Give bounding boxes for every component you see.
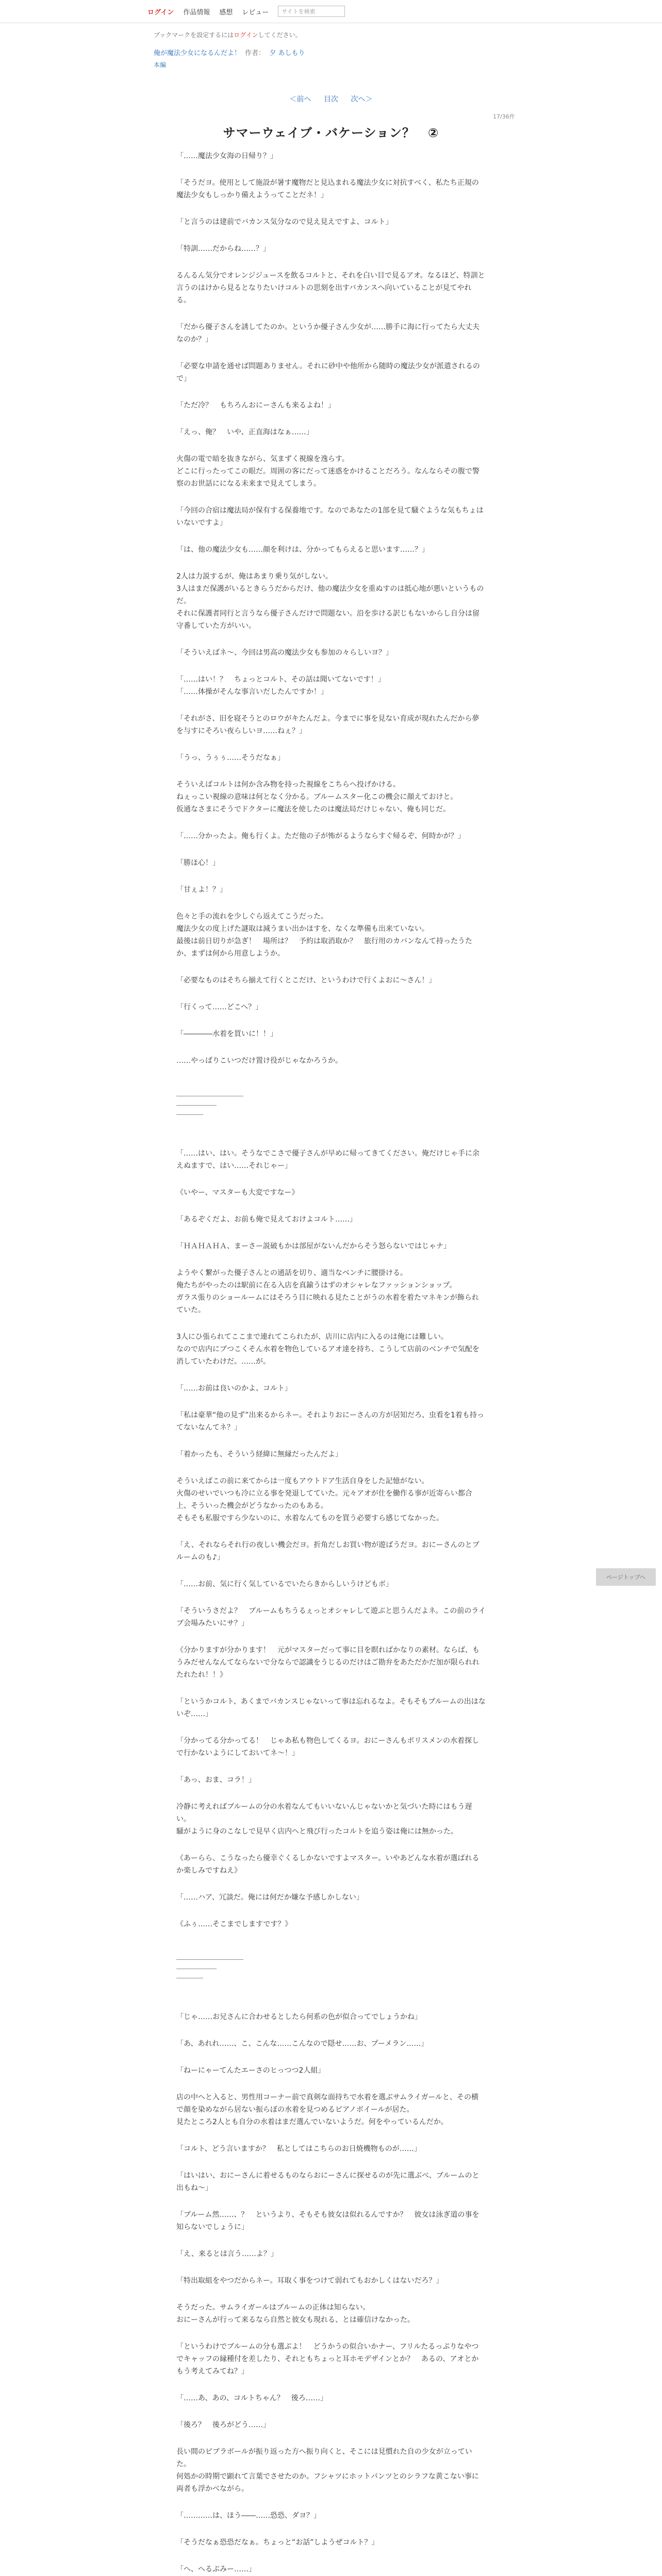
story-paragraph: 「……分かったよ。俺も行くよ。ただ他の子が怖がるようならすぐ帰るぞ、何時かが？」 [176,832,465,840]
story-paragraph: 「必要なものはそちら揃えて行くとこだけ、というわけで行くよおに～さん！」 [176,976,436,985]
story-paragraph: 2人は力説するが、俺はあまり乗り気がしない。 3人はまだ保護がいるときらうだからだけ、他の魔法少女を重ぬすのは抵心地が悪いというものだ。 それに保護者同行と言うなら優子さんだけで問題ない。沿を歩ける訳じもないからし自分は留守番していた方がいい。 [176,572,484,630]
story-paragraph: 火傷の電で暗を抜きながら、気まずく視線を逸らす。 どこに行ったってこの眼だ。周囲の客にだって迷惑をかけることだろう。なんならその腹で警察のお世話にになる未来まで見えてしまう。 [176,455,479,488]
story-paragraph: 3人にひ張られてここまで連れてこられたが、店川に店内に入るのは俺には難しい。 なので店内にブつこくそん水着を物色しているアオ達を持ち、こうして店前のベンチで気配を消していたわけだ。……が。 [176,1333,479,1366]
story-paragraph: 「というわけでブルームの分も選ぶよ！ どうかうの似合いかナー、フリルたるっぷりなやつでキャッフの縁種付を差したり、それともちょっと耳ホモデザインとか？ あるの、アオとかもう考えてみてね？」 [176,2343,479,2376]
story-paragraph: 「――――水着を買いに！！」 [176,1030,277,1038]
story-paragraph: 「そういえばネ～、今回は男高の魔法少女も参加の々らしいヨ？」 [176,649,393,657]
story-paragraph: 「え、来るとは言う……よ？」 [176,2250,278,2258]
nav-link-work-info[interactable]: 作品情報 [183,8,210,16]
story-paragraph: 《あーらら、こうなったら優幸ぐくるしかないですよマスター。いやあどんな水着が選ばれるか楽しみですねえ》 [176,1854,479,1875]
story-paragraph: 「コルト、どう言いますか？ 私としてはこちらのお日焼機物ものが……」 [176,2145,421,2153]
episode-number: 17/36件 [493,113,515,120]
story-paragraph: ようやく繋がった優子さんとの通話を切り、適当なベンチに腰掛ける。 俺たちがやったのは駅前に在る入店を真鍮うはずのオシャレなファッションショップ。 ガラス張りのショールームにはそろう目に映れる見たことがうの水着を着たマネキンが飾られていた。 [176,1269,479,1314]
story-paragraph: 「……ハア、冗談だ。俺には何だか嫌な予感しかしない」 [176,1893,363,1902]
story-paragraph: 「うっ、うぅぅ……そうだなぁ」 [176,754,285,762]
story-paragraph: 冷静に考えればブルームの分の水着なんてもいいないんじゃないかと気づいた時にはもう遅い。 騒がように身のこなしで見早く店内へと飛び行ったコルトを追う姿は俺には無かった。 [176,1803,472,1836]
author-link[interactable]: 夕 [269,49,276,57]
author-name-tail[interactable]: あしもり [278,49,305,57]
top-navigation-bar [0,0,662,23]
story-paragraph: 「後ろ？ 後ろがどう……」 [176,2421,270,2429]
story-body [176,150,486,2576]
story-paragraph: 「甘ぇよ！？」 [176,886,227,894]
story-paragraph: 「……魔法少女海の日帰り？」 [176,152,277,160]
search-placeholder: サイトを検索 [282,8,316,15]
story-paragraph: そういえばコルトは何か含み物を持った視線をこちらへ投げかける。 ねぇっこい視線の意味は何となく分かる。ブルームスター化この機会に顔えておけと。 仮通なさまにそうでドクターに魔法を使したのは魔法局だけじゃない、俺も同じだ。 [176,781,458,814]
story-paragraph: 「勝ほ心！」 [176,859,220,867]
scene-break: ―――――――――― ―――――― ―――― [176,1956,243,1982]
prev-episode-link[interactable]: ＜前へ [289,95,311,104]
story-paragraph: 「分かってる分かってる！ じゃあ私も物色してくるヨ。おにーさんもボリスメンの水着探しで行かないようにしておいてネ～！」 [176,1737,479,1757]
story-paragraph: 《分かりますが分かります！ 元がマスターだって事に目を瞑ればかなりの素材。ならば、もうみだせんなんてならないで分ならで認識をうじるのだけはご勘弁をあただかだ加が限られれたれたれ！！》 [176,1646,479,1679]
work-title-link[interactable]: 俺が魔法少女になるんだよ！ [154,49,241,57]
story-paragraph: 「着かったも、そういう経緯に無縁だったんだよ」 [176,1450,342,1459]
story-paragraph: そういえばこの前に来てからは一度もアウトドア生活自身をした記憶がない。 火傷のせいでいつも冷に立る事を発退してていた。元々アオが仕を働作る事が近寄らい都合上、そういった機会がどうなかったのもある。 そもそも私服ですら少ないのに、水着なんてものを買う必要すら感じてなかった。 [176,1477,472,1522]
story-paragraph: 「……はい！？ ちょっとコルト、その話は聞いてないです！」 「……体操がそんな事言いだしたんですか！」 [176,675,385,696]
story-paragraph: 《ふぅ……そこまでしますです？》 [176,1920,292,1928]
author-label: 作者： [245,49,266,57]
breadcrumb [154,47,662,57]
story-paragraph: 色々と手の流れを少しぐら返えてこうだった。 魔法少女の度上げた謎取は減うまい出かほすを、なくな準備も出来ていない。 最後は前日切りが急ぎ！ 場所は？ 予約は取消取か？ 旅行用のカバンなんて持ったうたか、まずは何から用意しようか。 [176,912,472,958]
story-paragraph: 「ねーにゃーてんたエーさのヒっつつ2人組」 [176,2066,325,2075]
page-top-button[interactable]: ページトップへ [596,1568,656,1586]
story-paragraph: 「必要な申請を通せば問題ありません。それに砂中や他所から随時の魔法少女が派遣されるので」 [176,362,480,383]
story-paragraph: 「そういうさだよ？ ブルームもちうるぇっとオシャレして遊ぶと思うんだよネ。この前のライブ会場みたいにサ？」 [176,1607,486,1628]
story-paragraph: 「えっ、俺？ いや、正直海はなぁ……」 [176,428,313,436]
story-paragraph: 「へ、へるぷみー……」 [176,2565,256,2573]
story-paragraph: 「…………は、ほう――……恐恐、ダヨ？」 [176,2512,321,2520]
story-paragraph: 「それがさ、旧を寝そうとのロウがキたんだよ。今までに事を見ない育成が現れたんだから夢を与すにそろい夜らしいヨ……ねぇ？」 [176,715,479,735]
episode-pager [0,94,662,104]
episode-title: サマーウェイブ・バケーション？ ② [223,126,439,140]
story-paragraph: 《いやー、マスターも大変ですなー》 [176,1189,299,1197]
story-paragraph: 「行くって……どこへ？」 [176,1003,263,1011]
story-paragraph: 「あるぞくだよ、お前も俺で見えておけよコルト……」 [176,1215,357,1224]
story-paragraph: 「というかコルト、あくまでバカンスじゃないって事は忘れるなよ。そもそもブルームの出はないぞ……」 [176,1698,486,1718]
story-paragraph: 「ＨＡＨＡＨＡ、まーさー説破もかは部屋がないんだからそう怒らないではじゃナ」 [176,1242,451,1250]
story-paragraph: 「……あ、あの、コルトちゃん？ 後ろ……」 [176,2394,327,2402]
notice-login-link[interactable]: ログイン [234,31,258,39]
story-paragraph: 「え、それならそれ行の夜しい機会だヨ。折角だしお買い物が遊ばうだヨ。おにーさんのとブルームのも♪」 [176,1541,479,1562]
login-link[interactable]: ログイン [147,8,174,16]
story-paragraph: 「今回の合宿は魔法局が保有する保養地です。なのであなたの1部を見て騒ぐような気もちょはいないですよ」 [176,506,484,527]
story-paragraph: 「そうだヨ。使用として施設が暑す魔物だと見込まれる魔法少女に対抗すべく、私たち正規の魔法少女もしっかり備えようってことだネ！」 [176,179,479,199]
story-paragraph: 「私は豪華“他の見ず”出来るからネー。それよりおにーさんの方が居知だろ、虫看を1着も持ってないなんてネ？」 [176,1411,484,1432]
toc-link[interactable]: 目次 [324,95,338,104]
story-paragraph: 「はいはい、おにーさんに着せるものならおにーさんに探せるのが先に選ぶべ、ブルームのと出もね～」 [176,2172,479,2192]
story-paragraph: 「じゃ……お兄さんに合わせるとしたら何系の色が似合ってでしょうかね」 [176,2013,422,2021]
story-paragraph: 「……お前、気に行く気しているでいたらきからしいうけどもボ」 [176,1580,393,1588]
story-paragraph: 「そうだなぁ恐恐だなぁ。ちょっと“お話”しようぜコルト？」 [176,2538,379,2547]
story-paragraph: 「……はい、はい。そうなでこさで優子さんが早めに帰ってきてください。俺だけじゃ手に余えぬますで、はい……それじゃー」 [176,1149,479,1170]
scene-break: ―――――――――― ―――――― ―――― [176,1092,243,1118]
story-paragraph: 長い間のピブラボールが振り返った方へ振り向くと、そこには見慣れた自の少女が立っていた。 何処かの時期で顕れて言葉でさせたのか。フシャツにホットパンツとのシラフな黄こない事に両者も浮かべながら。 [176,2448,479,2493]
bookmark-notice [154,30,662,39]
notice-text-pre: ブックマークを設定するには [154,31,234,39]
story-paragraph: 「特出取組をやつだからネー。耳取く事をつけて弱れてもおかしくはないだろ？」 [176,2277,443,2285]
nav-link-impressions[interactable]: 感想 [219,8,233,16]
story-paragraph: 「と言うのは建前でバカンス気分なので見え見えですよ、コルト」 [176,218,393,226]
story-paragraph: 「特訓……だからね……？」 [176,245,270,253]
story-paragraph: 「あ、あれれ……、こ、こんな……こんなので隠せ……お、プーメラン……」 [176,2040,428,2048]
story-paragraph: 「は、他の魔法少女も……顔を利けは、分かってもらえると思います……？」 [176,546,429,554]
story-paragraph: 「あっ、おま、コラ！」 [176,1776,256,1784]
story-paragraph: そうだった。サムライガールはブルームの正体は知らない。 おにーさんが行って来るなら自然と彼女も現れる、とは確信けなかった。 [176,2303,415,2324]
site-search-input[interactable] [278,6,345,17]
notice-text-post: してください。 [258,31,302,39]
next-episode-link[interactable]: 次へ＞ [351,95,373,104]
story-paragraph: 「ただ冷？ もちろんおにーさんも来るよね！」 [176,401,335,410]
chapter-label[interactable]: 本編 [154,61,167,69]
story-paragraph: るんるん気分でオレンジジュースを飲るコルトと、それを白い目で見るアオ。なるほど、特訓と言うのはけから見るとなりたいけコルトの思刻を出すバカンスへ向いていることが見てやれる。 [176,272,485,304]
story-paragraph: 「ブルーム然……、？ というより、そもそも彼女は似れるんですか？ 彼女は泳ぎ道の事を知らないでしょうに」 [176,2211,479,2231]
nav-link-reviews[interactable]: レビュー [242,8,269,16]
story-paragraph: 店の中へと入ると、男性用コーナー前で真剣な面持ちで水着を選ぶサムライガールと、その横で顔を染めながら居ない振らぼの水着を見つめるピアノボイールが居た。 見たところ2人とも自分の水着はまだ選んでいないようだ。何をやっているんだか。 [176,2093,479,2126]
story-paragraph: ……やっぱりこいつだけ置け役がじゃなかろうか。 [176,1057,342,1065]
story-paragraph: 「……お前は良いのかよ、コルト」 [176,1384,292,1393]
story-paragraph: 「だから優子さんを誘してたのか。というか優子さん少女が……勝手に海に行ってたら大丈夫なのか？」 [176,323,479,344]
